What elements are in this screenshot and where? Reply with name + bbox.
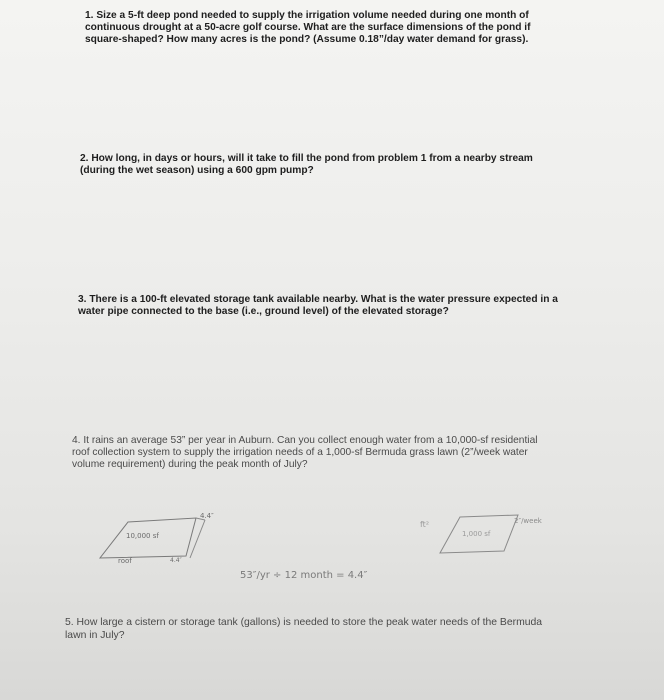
roof-label-note: roof: [118, 557, 132, 565]
calculation-note: 53″/yr ÷ 12 month = 4.4″: [240, 570, 368, 581]
question-2: 2. How long, in days or hours, will it take to fill the pond from problem 1 from a nearby stream (during the wet season) using a 600 gpm pump?: [80, 153, 533, 176]
question-5: 5. How large a cistern or storage tank (gallons) is needed to store the peak water needs of the Bermuda lawn in July?: [65, 617, 543, 641]
height-top-note: 4.4″: [200, 512, 214, 520]
question-1: 1. Size a 5-ft deep pond needed to supply the irrigation volume needed during one month of continuous drought at a 50-acre golf course. What are the surface dimensions of the pond if square-shaped? How many acres is the pond? (Assume 0.18”/day water demand for grass).: [85, 10, 531, 45]
question-3: 3. There is a 100-ft elevated storage tank available nearby. What is the water pressure expected in a water pipe connected to the base (i.e., ground level) of the elevated storage?: [78, 294, 558, 317]
question-4: 4. It rains an average 53” per year in Auburn. Can you collect enough water from a 10,000-sf residential roof collection system to supply the irrigation needs of a 1,000-sf Bermuda grass lawn (2”/week water volume requirement) during the peak month of July?: [72, 435, 538, 470]
lawn-area-note: 1,000 sf: [462, 530, 491, 538]
lawn-rate-note: 2″/week: [514, 517, 542, 525]
height-side-note: 4.4″: [170, 557, 182, 564]
roof-area-note: 10,000 sf: [126, 532, 159, 540]
ft-mark-note: ft²: [420, 520, 430, 529]
